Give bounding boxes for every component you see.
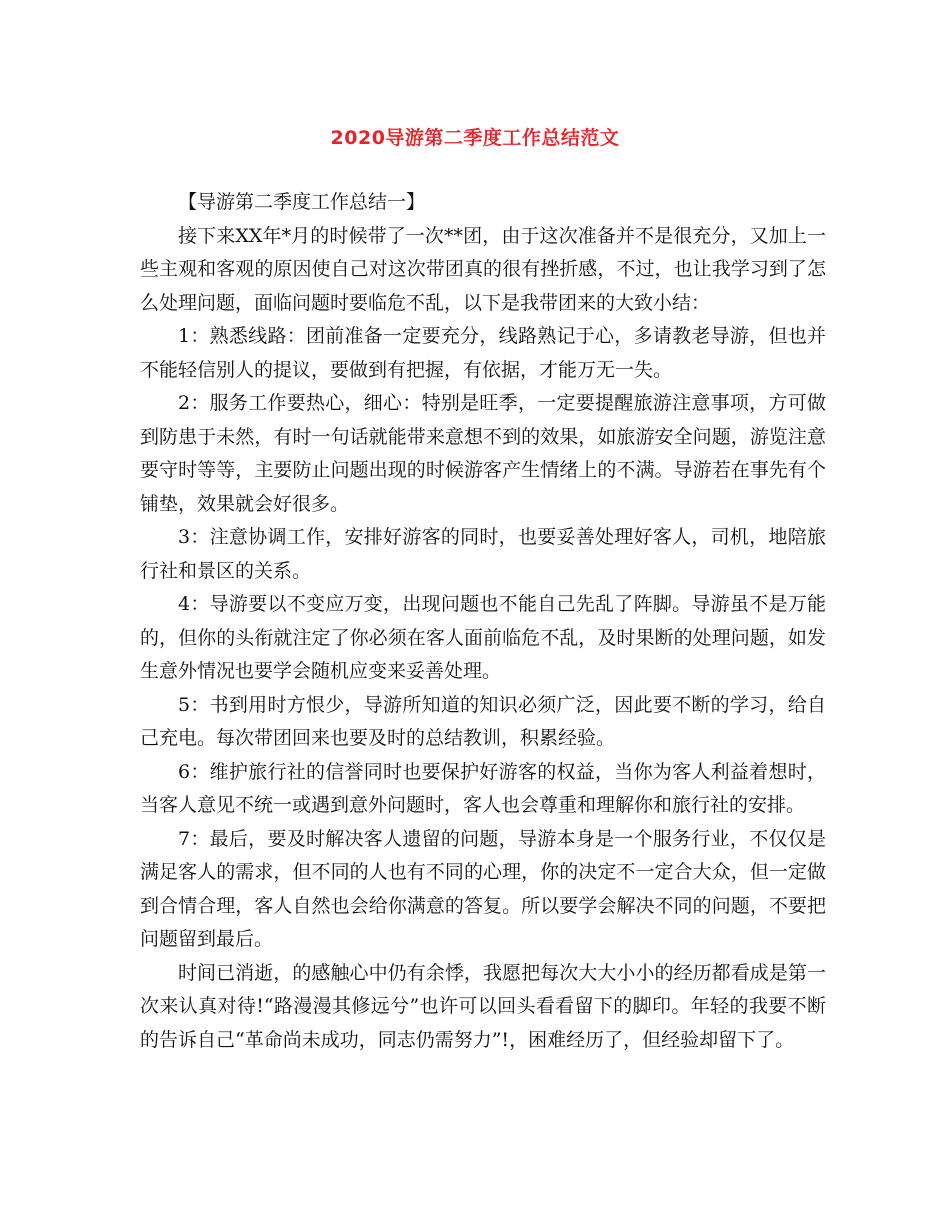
closing-paragraph: 时间已消逝，的感触心中仍有余悸，我愿把每次大大小小的经历都看成是第一次来认真对待!“路漫漫其修远兮”也许可以回头看看留下的脚印。年轻的我要不断的告诉自己“革命尚未成功，同志仍需努力”!，困难经历了，但经验却留下了。 [140, 961, 826, 1051]
point-7-paragraph: 7：最后，要及时解决客人遗留的问题，导游本身是一个服务行业，不仅仅是满足客人的需求，但不同的人也有不同的心理，你的决定不一定合大众，但一定做到合情合理，客人自然也会给你满意的答复。所以要学会解决不同的问题，不要把问题留到最后。 [140, 827, 826, 950]
point-2-paragraph: 2：服务工作要热心，细心：特别是旺季，一定要提醒旅游注意事项，方可做到防患于未然，有时一句话就能带来意想不到的效果，如旅游安全问题，游览注意要守时等等，主要防止问题出现的时候游客产生情绪上的不满。导游若在事先有个铺垫，效果就会好很多。 [140, 392, 826, 515]
point-1-paragraph: 1：熟悉线路：团前准备一定要充分，线路熟记于心，多请教老导游，但也并不能轻信别人的提议，要做到有把握，有依据，才能万无一失。 [140, 325, 826, 381]
point-5-paragraph: 5：书到用时方恨少，导游所知道的知识必须广泛，因此要不断的学习，给自己充电。每次带团回来也要及时的总结教训，积累经验。 [140, 693, 826, 749]
point-6-paragraph: 6：维护旅行社的信誉同时也要保护好游客的权益，当你为客人利益着想时，当客人意见不统一或遇到意外问题时，客人也会尊重和理解你和旅行社的安排。 [140, 760, 826, 816]
document-body [140, 186, 826, 1057]
section-heading: 【导游第二季度工作总结一】 [178, 191, 426, 213]
point-4-paragraph: 4：导游要以不变应万变，出现问题也不能自己先乱了阵脚。导游虽不是万能的，但你的头衔就注定了你必须在客人面前临危不乱，及时果断的处理问题，如发生意外情况也要学会随机应变来妥善处理。 [140, 593, 826, 682]
intro-paragraph: 接下来XX年*月的时候带了一次**团，由于这次准备并不是很充分，又加上一些主观和客观的原因使自己对这次带团真的很有挫折感，不过，也让我学习到了怎么处理问题，面临问题时要临危不乱，以下是我带团来的大致小结： [140, 224, 826, 314]
point-3-paragraph: 3：注意协调工作，安排好游客的同时，也要妥善处理好客人，司机，地陪旅行社和景区的关系。 [140, 526, 826, 582]
document-title: 2020导游第二季度工作总结范文 [330, 127, 620, 149]
